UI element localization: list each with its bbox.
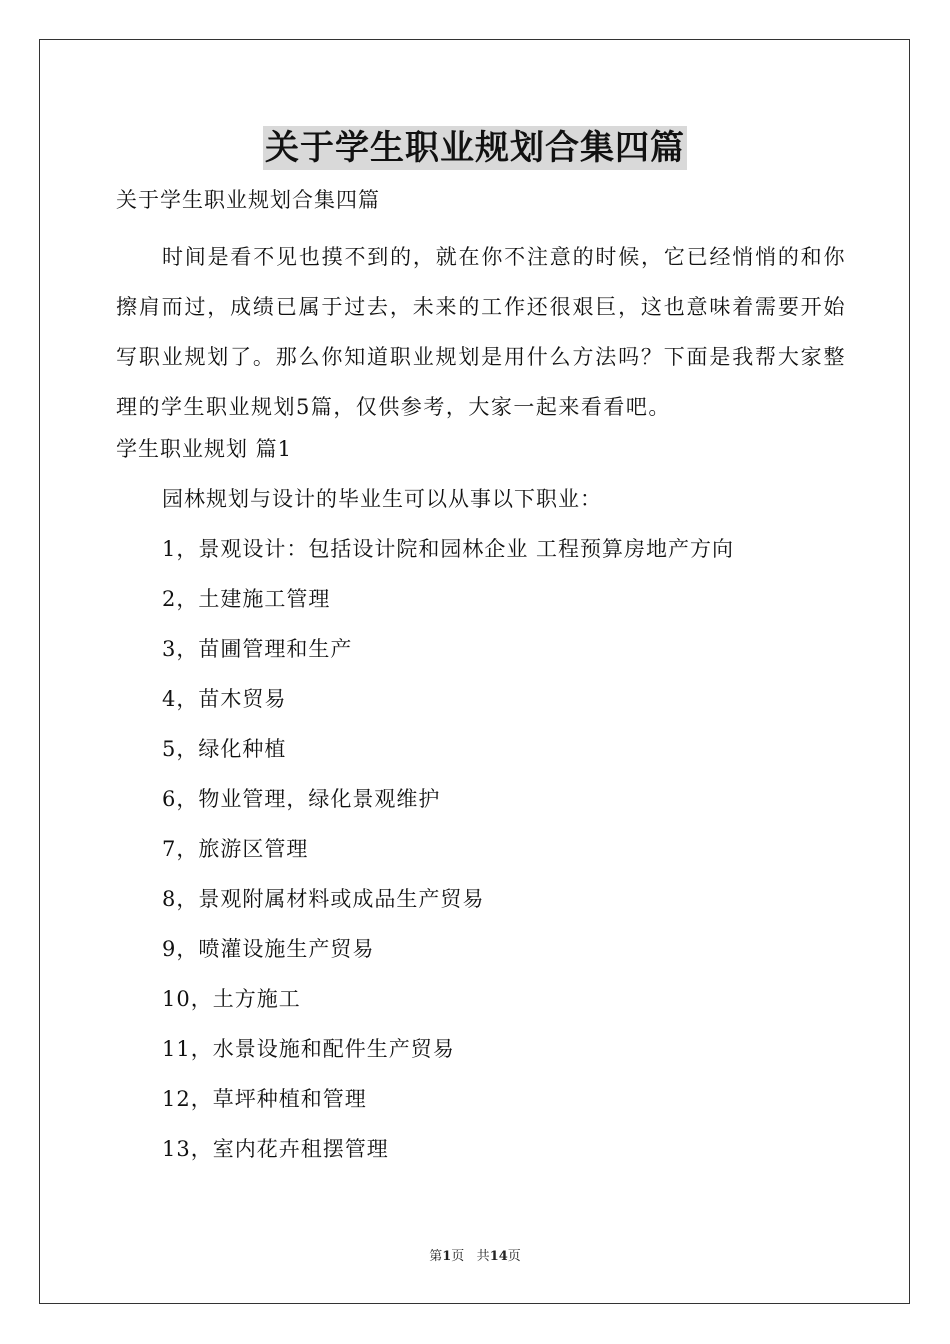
intro-text: 时间是看不见也摸不到的，就在你不注意的时候，它已经悄悄的和你擦肩而过，成绩已属于过去，未来的工作还很艰巨，这也意味着需要开始写职业规划了。那么你知道职业规划是用什么方法吗？下面是我帮大家整理的学生职业规划5篇，仅供参考，大家一起来看看吧。 [116, 245, 846, 419]
list-item: 8，景观附属材料或成品生产贸易 [162, 887, 485, 911]
list-item: 11，水景设施和配件生产贸易 [162, 1037, 455, 1061]
page-footer [0, 1248, 950, 1266]
section-heading: 学生职业规划 篇1 [116, 437, 293, 461]
page-border [39, 39, 910, 1304]
list-item: 10，土方施工 [162, 987, 301, 1011]
total-pages: 14 [489, 1249, 508, 1264]
intro-paragraph [116, 232, 846, 432]
title-container [0, 126, 950, 170]
lead-text: 园林规划与设计的毕业生可以从事以下职业： [162, 487, 602, 511]
list-item: 6，物业管理，绿化景观维护 [162, 787, 441, 811]
list-item: 12，草坪种植和管理 [162, 1087, 367, 1111]
list-item: 13，室内花卉租摆管理 [162, 1137, 389, 1161]
total-prefix: 共 [476, 1249, 490, 1264]
list-item: 9，喷灌设施生产贸易 [162, 937, 375, 961]
page-number: 1 [442, 1249, 452, 1264]
list-item: 7，旅游区管理 [162, 837, 309, 861]
list-item: 2，土建施工管理 [162, 587, 331, 611]
list-item: 1，景观设计：包括设计院和园林企业 工程预算房地产方向 [162, 537, 735, 561]
page-suffix: 页 [451, 1249, 465, 1264]
total-suffix: 页 [507, 1249, 521, 1264]
list-item: 4，苗木贸易 [162, 687, 287, 711]
document-subtitle: 关于学生职业规划合集四篇 [116, 188, 380, 212]
page-prefix: 第 [429, 1249, 443, 1264]
document-title: 关于学生职业规划合集四篇 [265, 128, 685, 168]
list-item: 3，苗圃管理和生产 [162, 637, 353, 661]
list-item: 5，绿化种植 [162, 737, 287, 761]
